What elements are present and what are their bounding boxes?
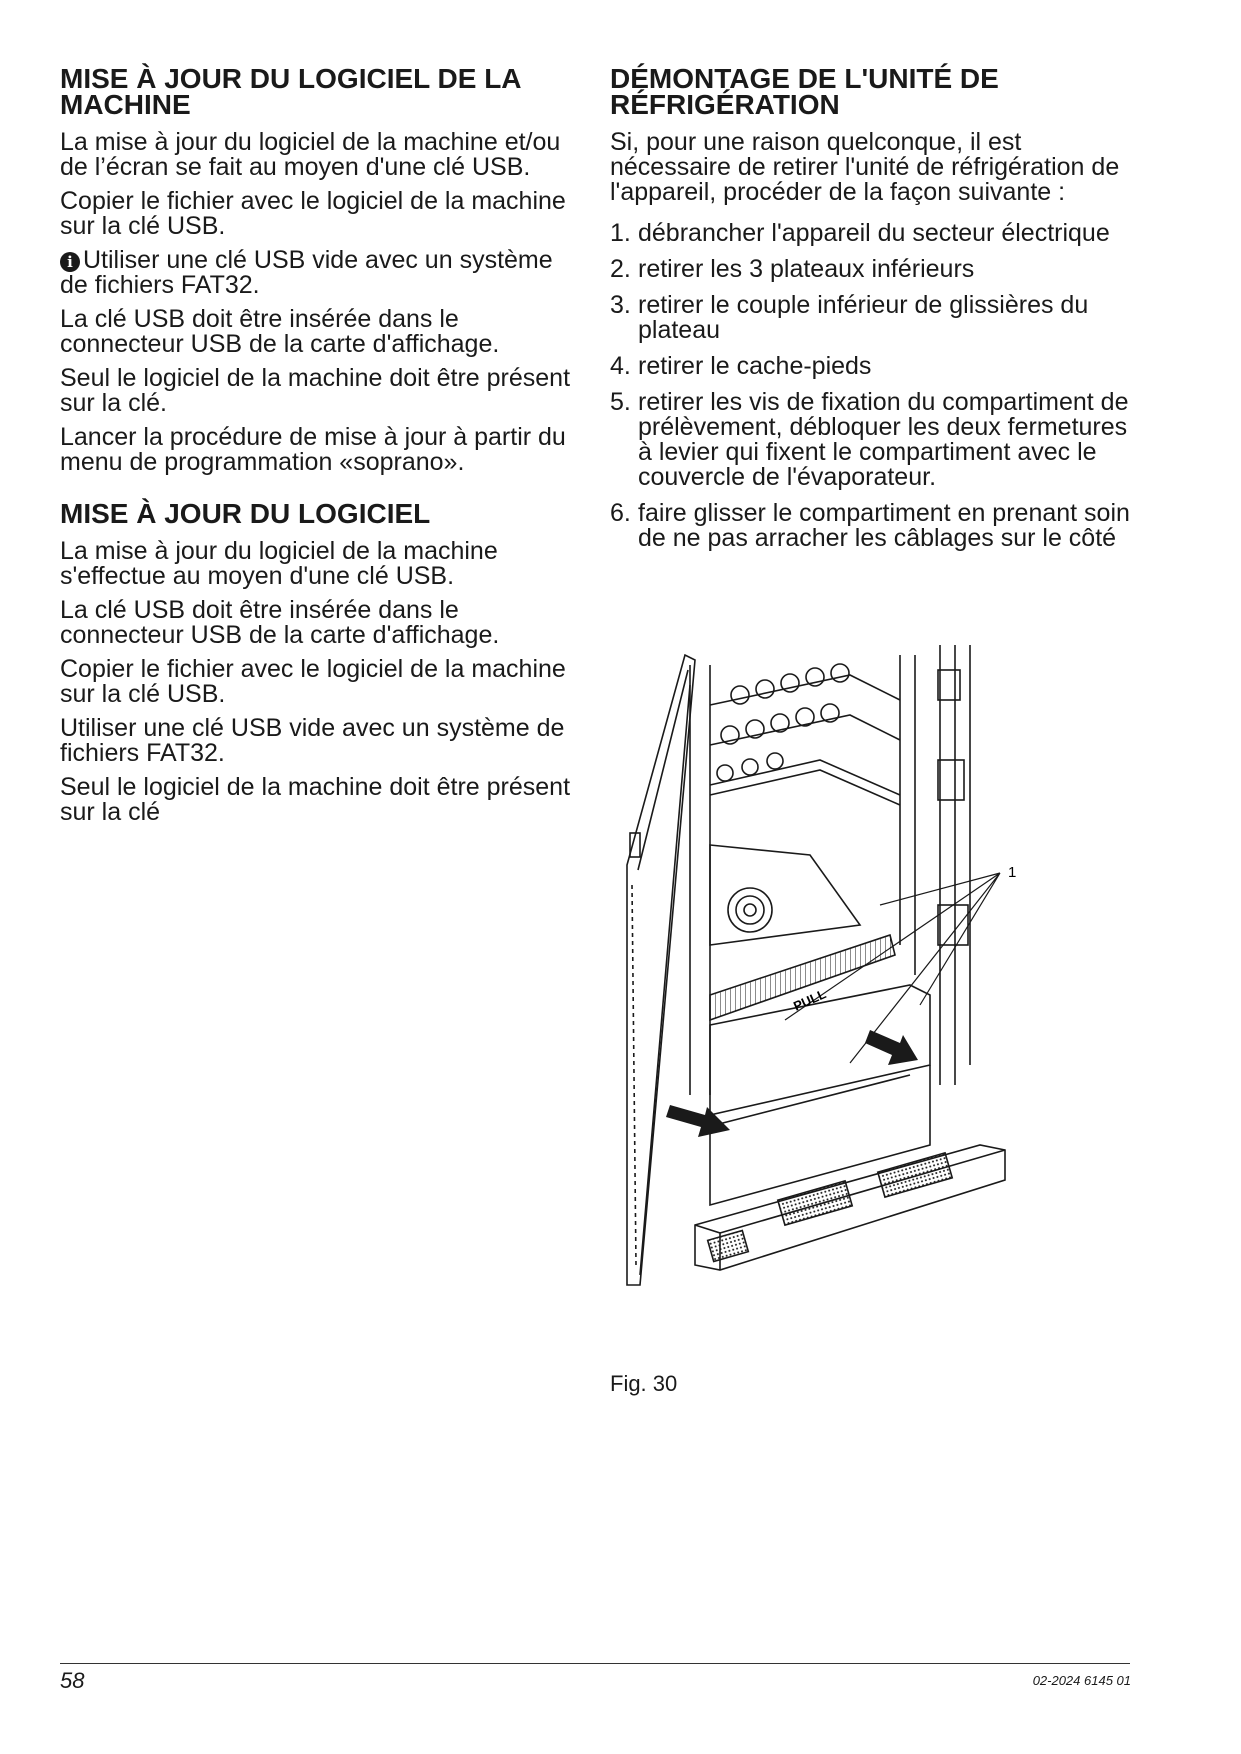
footer-divider [60, 1663, 1130, 1664]
left-column [60, 63, 580, 834]
paragraph: La clé USB doit être insérée dans le connecteur USB de la carte d'affichage. [60, 305, 500, 358]
evaporator-cover [710, 845, 860, 945]
step-text: débrancher l'appareil du secteur électrique [638, 219, 1110, 247]
section-title-software-update: MISE À JOUR DU LOGICIEL [60, 498, 431, 529]
step-number: 4. [610, 352, 631, 380]
step-item [610, 221, 1140, 246]
pull-arrow-left [666, 1105, 730, 1137]
steps-list [610, 221, 1140, 551]
pull-label: PULL [791, 986, 829, 1014]
document-reference: 02-2024 6145 01 [1032, 1673, 1131, 1688]
right-column [610, 63, 1140, 562]
section-title-refrigeration-removal: DÉMONTAGE DE L'UNITÉ DE RÉFRIGÉRATION [610, 63, 999, 120]
intro-paragraph: Si, pour une raison quelconque, il est nécessaire de retirer l'unité de réfrigération de l'appareil, procéder de la façon suivante : [610, 128, 1120, 206]
fan-grille [728, 888, 772, 932]
figure-caption: Fig. 30 [610, 1371, 678, 1396]
step-text: retirer le cache-pieds [638, 352, 872, 380]
page-number: 58 [60, 1668, 85, 1693]
step-text: retirer les 3 plateaux inférieurs [638, 255, 975, 283]
cabinet-frame [900, 655, 915, 975]
step-text: retirer le couple inférieur de glissières du plateau [638, 291, 1089, 344]
paragraph: Lancer la procédure de mise à jour à partir du menu de programmation «soprano». [60, 423, 566, 476]
info-icon: i [60, 252, 80, 272]
step-text: retirer les vis de fixation du compartiment de prélèvement, débloquer les deux fermetures à levier qui fixent le compartiment avec le couvercle de l'évaporateur. [638, 388, 1129, 491]
step-item [610, 257, 1140, 282]
panel-coin-box [938, 905, 968, 945]
paragraph: La mise à jour du logiciel de la machine et/ou de l’écran se fait au moyen d'une clé USB. [60, 128, 561, 181]
paragraph: Copier le fichier avec le logiciel de la machine sur la clé USB. [60, 655, 566, 708]
paragraph: Seul le logiciel de la machine doit être présent sur la clé [60, 773, 571, 826]
step-number: 6. [610, 499, 631, 527]
section-title-machine-software-update: MISE À JOUR DU LOGICIEL DE LA MACHINE [60, 63, 521, 120]
info-note-text: Utiliser une clé USB vide avec un système de fichiers FAT32. [60, 246, 553, 299]
step-number: 2. [610, 255, 631, 283]
figure-vending-machine [610, 645, 1140, 1365]
info-note [60, 248, 580, 298]
step-item [610, 354, 1140, 379]
paragraph: La clé USB doit être insérée dans le connecteur USB de la carte d'affichage. [60, 596, 500, 649]
panel-control [938, 670, 960, 700]
step-number: 5. [610, 388, 631, 416]
pull-arrow-right [865, 1030, 918, 1065]
step-number: 1. [610, 219, 631, 247]
paragraph: Utiliser une clé USB vide avec un système de fichiers FAT32. [60, 714, 565, 767]
direction-arrows [666, 1030, 918, 1137]
step-text: faire glisser le compartiment en prenant soin de ne pas arracher les câblages sur le côté [638, 499, 1130, 552]
step-number: 3. [610, 291, 631, 319]
paragraph: Seul le logiciel de la machine doit être présent sur la clé. [60, 364, 571, 417]
paragraph: La mise à jour du logiciel de la machine s'effectue au moyen d'une clé USB. [60, 537, 498, 590]
plinth-grille [778, 1181, 852, 1225]
step-item [610, 501, 1140, 551]
panel-slot [938, 760, 964, 800]
step-item [610, 293, 1140, 343]
machine-illustration [610, 645, 1140, 1365]
shelf [710, 760, 900, 795]
paragraph: Copier le fichier avec le logiciel de la machine sur la clé USB. [60, 187, 566, 240]
callout-number: 1 [1008, 864, 1017, 881]
step-item [610, 390, 1140, 490]
side-panel [940, 645, 970, 1085]
